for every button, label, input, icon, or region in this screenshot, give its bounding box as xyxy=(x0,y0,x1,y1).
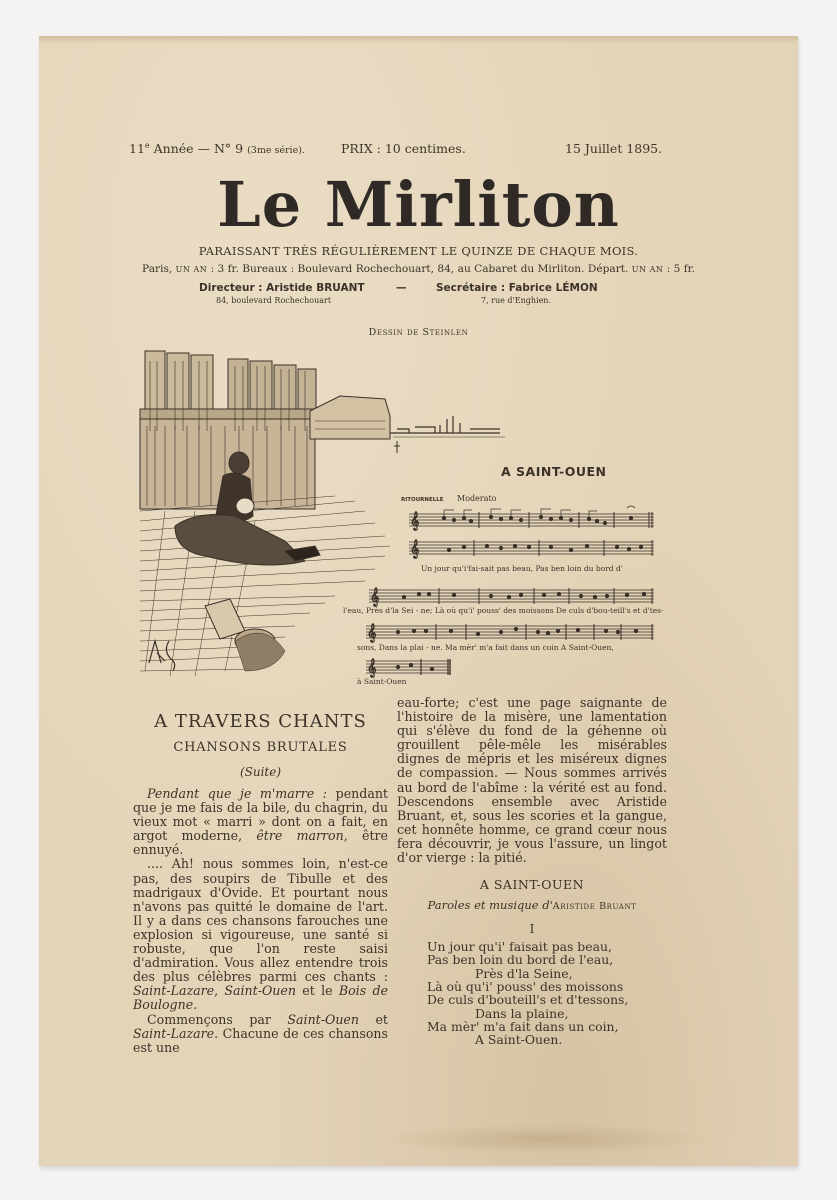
music-lyric-line-2: l'eau, Près d'la Sei - ne; Là où qu'i' pouss' des moissons De culs d'bou-teill's et d'tes- xyxy=(343,606,664,615)
pricing-bureaux: : 3 fr. Bureaux : Boulevard Rochechouart, 84, au Cabaret du Mirliton. Départ. xyxy=(210,263,629,275)
song-title: A SAINT-OUEN xyxy=(479,877,585,893)
p3-song-1: Saint-Ouen xyxy=(287,1011,359,1027)
secretaire: Secrétaire : Fabrice LÉMON xyxy=(436,282,598,294)
p3-text-b: et xyxy=(359,1011,388,1027)
masthead-title: Le Mirliton xyxy=(217,168,620,241)
pricing-paris: Paris, xyxy=(142,263,173,275)
music-lyric-line-4: à Saint-Ouen xyxy=(357,677,407,686)
article-title: A TRAVERS CHANTS xyxy=(154,711,367,732)
issue-date: 15 Juillet 1895. xyxy=(565,141,663,156)
pricing-depart: : 5 fr. xyxy=(666,263,695,275)
p2-end: . xyxy=(193,997,198,1013)
svg-text:𝄞: 𝄞 xyxy=(410,539,420,558)
sheet-music-staves xyxy=(324,504,664,694)
paragraph-2 xyxy=(133,857,388,1012)
year-number: 11 xyxy=(129,141,145,157)
stanza-number: I xyxy=(529,922,535,937)
p3-song-2: Saint-Lazare xyxy=(133,1025,215,1041)
song-author: Aristide Bruant xyxy=(552,901,637,913)
staff-dash: — xyxy=(396,282,407,294)
p2-song-3: Bois de Boulogne xyxy=(133,983,388,1013)
water-stain xyxy=(379,1124,709,1154)
p2-text: .... Ah! nous sommes loin, n'est-ce pas, des soupirs de Tibulle et des madrigaux d'Ovide. Et pourtant nous n'avons pas quitté le domaine de l'art. Il y a dans ces chansons farouches une explosion si vigoureuse, une santé si robuste, que l'on reste saisi d'admiration. Vous allez entendre trois des plus célèbres parmi ces chants : xyxy=(133,856,388,985)
p3-text-c: . Chacune de ces chansons est une xyxy=(133,1025,388,1055)
issue-label: Année — N° 9 xyxy=(153,141,244,157)
pricing-un-an: UN AN xyxy=(175,265,208,274)
article-body-left xyxy=(133,787,388,1055)
article-body-right xyxy=(397,696,667,865)
signature-icon xyxy=(149,641,175,671)
article-suite: (Suite) xyxy=(239,765,282,779)
verse-line: De culs d'bouteill's et d'tessons, xyxy=(427,992,629,1008)
article-subtitle: CHANSONS BRUTALES xyxy=(173,740,348,755)
article-right-column xyxy=(397,696,667,1047)
p2-sep-1: , xyxy=(214,983,225,999)
newspaper-page xyxy=(39,36,798,1166)
year-sup: e xyxy=(144,141,150,150)
svg-text:𝄞: 𝄞 xyxy=(367,658,377,677)
tagline: PARAISSANT TRÈS RÉGULIÈREMENT LE QUINZE DE CHAQUE MOIS. xyxy=(198,244,639,258)
verse-line: Dans la plaine, xyxy=(475,1005,569,1021)
p2-song-1: Saint-Lazare xyxy=(133,983,215,999)
verse-line: Ma mèr' m'a fait dans un coin, xyxy=(427,1018,619,1034)
paragraph-continued: eau-forte; c'est une page saignante de l'histoire de la misère, une lamentation qui s'élève du fond de la géhenne où grouillent pêle-mêle les misérables dignes de mépris et les miséreux dignes de compassion. — Nous sommes arrivés au bord de l'abîme : la vérité est au fond. Descendons ensemble avec Aristide Bruant, et, sous les scories et la gangue, cet honnête homme, ce grand cœur nous fera découvrir, je vous l'assure, un lingot d'or vierge : la pitié. xyxy=(397,695,667,866)
svg-text:𝄞: 𝄞 xyxy=(367,623,377,642)
music-lyric-line-3: sons, Dans la plai - ne. Ma mèr' m'a fait dans un coin A Saint-Ouen, xyxy=(357,643,614,652)
p1-italic: Pendant que je m'marre : xyxy=(147,786,328,801)
ritournelle-label: RITOURNELLE xyxy=(401,497,444,503)
series-label: (3me série). xyxy=(247,145,305,157)
svg-text:𝄞: 𝄞 xyxy=(370,587,380,606)
price: PRIX : 10 centimes. xyxy=(341,141,466,156)
paragraph-3 xyxy=(133,1013,388,1055)
music-lyric-line-1: Un jour qu'i'fai-sait pas beau, Pas ben loin du bord d' xyxy=(421,564,623,573)
illustration-credit: Dessin de Steinlen xyxy=(368,327,469,338)
directeur: Directeur : Aristide BRUANT xyxy=(199,282,365,294)
tempo-marking: Moderato xyxy=(457,494,497,503)
secretaire-address: 7, rue d'Enghien. xyxy=(481,296,552,305)
p1-italic-2: être marron xyxy=(256,828,344,844)
song-credit xyxy=(397,898,667,912)
verse-line: Un jour qu'i' faisait pas beau, xyxy=(427,939,612,955)
paragraph-1 xyxy=(133,787,388,857)
verse-line: A Saint-Ouen. xyxy=(475,1032,563,1048)
p3-text-a: Commençons par xyxy=(147,1011,288,1027)
subscription-info xyxy=(39,263,798,275)
article-left-column xyxy=(133,711,388,1055)
verse-line: Là où qu'i' pouss' des moissons xyxy=(427,979,624,995)
directeur-address: 84, boulevard Rochechouart xyxy=(216,296,332,305)
song-credit-label: Paroles et musique d' xyxy=(427,898,553,913)
p1-end: , être ennuyé. xyxy=(133,828,388,858)
svg-text:𝄞: 𝄞 xyxy=(410,511,420,530)
pricing-un-an-depart: UN AN xyxy=(631,265,664,274)
verse-line: Pas ben loin du bord de l'eau, xyxy=(427,952,614,968)
sheet-music-title: A SAINT-OUEN xyxy=(501,464,607,479)
p2-sep-2: et le xyxy=(295,983,339,999)
p1-text: pendant que je me fais de la bile, du chagrin, du vieux mot « marri » dont on a fait, en argot moderne, xyxy=(133,786,388,844)
p2-song-2: Saint-Ouen xyxy=(224,983,296,999)
issue-number xyxy=(129,141,305,156)
song-verse xyxy=(427,940,667,1046)
verse-line: Près d'la Seine, xyxy=(475,965,573,981)
